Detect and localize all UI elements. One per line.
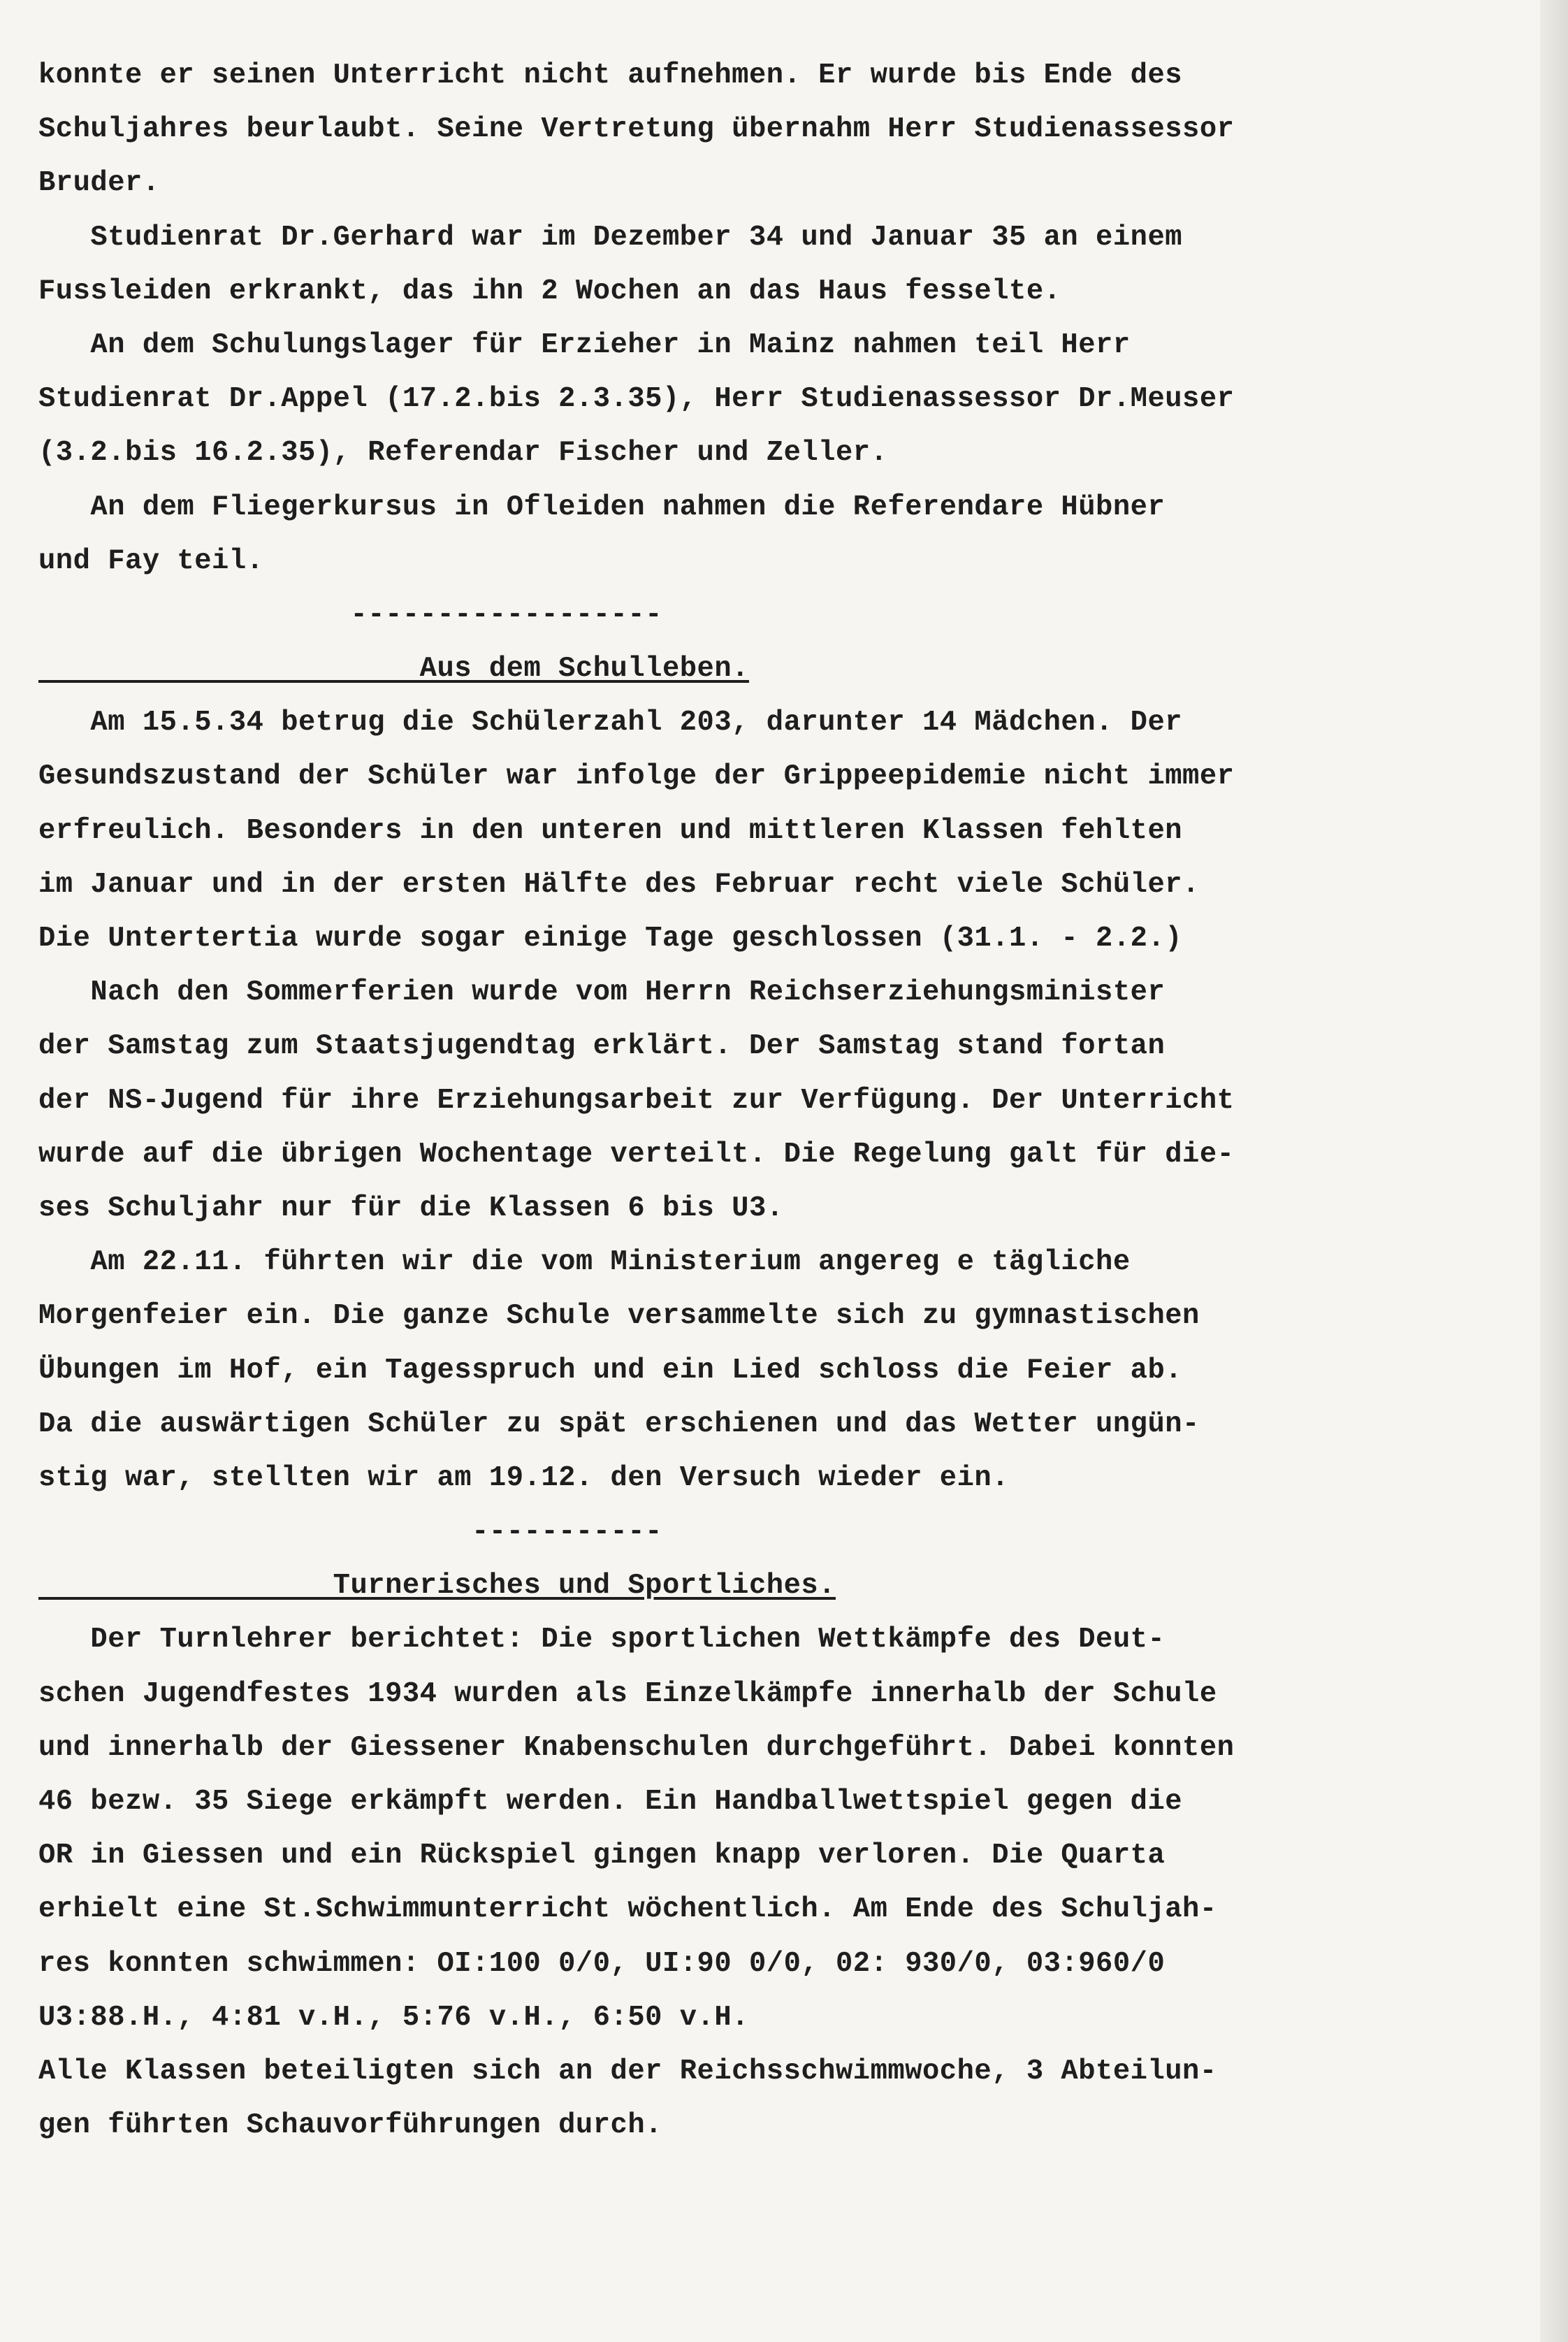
text-line: gen führten Schauvorführungen durch.	[38, 2109, 662, 2142]
text-line: OR in Giessen und ein Rückspiel gingen knapp verloren. Die Quarta	[38, 1839, 1166, 1872]
text-line: ses Schuljahr nur für die Klassen 6 bis U3.	[38, 1192, 784, 1224]
text-line: erfreulich. Besonders in den unteren und mittleren Klassen fehlten	[38, 814, 1183, 847]
text-line: stig war, stellten wir am 19.12. den Versuch wieder ein.	[38, 1461, 1010, 1494]
text-line: schen Jugendfestes 1934 wurden als Einzelkämpfe innerhalb der Schule	[38, 1677, 1217, 1710]
text-line: der Samstag zum Staatsjugendtag erklärt. Der Samstag stand fortan	[38, 1030, 1166, 1063]
text-line: res konnten schwimmen: OI:100 0/0, UI:90 0/0, 02: 930/0, 03:960/0	[38, 1947, 1166, 1980]
text-line: Schuljahres beurlaubt. Seine Vertretung übernahm Herr Studienassessor	[38, 113, 1235, 146]
text-line: Studienrat Dr.Gerhard war im Dezember 34 und Januar 35 an einem	[38, 221, 1183, 254]
text-line: Am 22.11. führten wir die vom Ministerium angereg e tägliche	[38, 1246, 1131, 1279]
text-line: konnte er seinen Unterricht nicht aufnehmen. Er wurde bis Ende des	[38, 59, 1183, 92]
section-divider: ------------------	[38, 598, 662, 631]
text-line: der NS-Jugend für ihre Erziehungsarbeit zur Verfügung. Der Unterricht	[38, 1084, 1235, 1117]
section-heading-schulleben: Aus dem Schulleben.	[38, 653, 749, 686]
text-line: erhielt eine St.Schwimmunterricht wöchentlich. Am Ende des Schuljah-	[38, 1893, 1217, 1926]
text-line: Am 15.5.34 betrug die Schülerzahl 203, darunter 14 Mädchen. Der	[38, 707, 1183, 739]
section-divider: -----------	[38, 1516, 662, 1549]
document-body	[38, 49, 1548, 2153]
text-line: Übungen im Hof, ein Tagesspruch und ein Lied schloss die Feier ab.	[38, 1354, 1183, 1387]
text-line: Fussleiden erkrankt, das ihn 2 Wochen an das Haus fesselte.	[38, 275, 1061, 308]
text-line: im Januar und in der ersten Hälfte des Februar recht viele Schüler.	[38, 868, 1200, 901]
text-line: Nach den Sommerferien wurde vom Herrn Reichserziehungsminister	[38, 976, 1166, 1009]
text-line: Studienrat Dr.Appel (17.2.bis 2.3.35), Herr Studienassessor Dr.Meuser	[38, 383, 1235, 416]
text-line: und Fay teil.	[38, 544, 264, 577]
text-line: Bruder.	[38, 167, 160, 200]
section-heading-sport: Turnerisches und Sportliches.	[38, 1570, 836, 1603]
text-line: 46 bezw. 35 Siege erkämpft werden. Ein Handballwettspiel gegen die	[38, 1786, 1183, 1818]
text-line: Gesundszustand der Schüler war infolge der Grippeepidemie nicht immer	[38, 760, 1235, 793]
text-line: Morgenfeier ein. Die ganze Schule versammelte sich zu gymnastischen	[38, 1300, 1200, 1333]
text-line: An dem Schulungslager für Erzieher in Mainz nahmen teil Herr	[38, 328, 1131, 361]
text-line: Der Turnlehrer berichtet: Die sportlichen Wettkämpfe des Deut-	[38, 1624, 1166, 1656]
text-line: und innerhalb der Giessener Knabenschulen durchgeführt. Dabei konnten	[38, 1731, 1235, 1764]
text-line: An dem Fliegerkursus in Ofleiden nahmen die Referendare Hübner	[38, 491, 1166, 523]
text-line: U3:88.H., 4:81 v.H., 5:76 v.H., 6:50 v.H.	[38, 2001, 749, 2034]
text-line: Alle Klassen beteiligten sich an der Reichsschwimmwoche, 3 Abteilun-	[38, 2055, 1217, 2088]
text-line: Die Untertertia wurde sogar einige Tage geschlossen (31.1. - 2.2.)	[38, 923, 1183, 955]
text-line: (3.2.bis 16.2.35), Referendar Fischer und Zeller.	[38, 437, 888, 470]
text-line: wurde auf die übrigen Wochentage verteilt. Die Regelung galt für die-	[38, 1138, 1235, 1171]
text-line: Da die auswärtigen Schüler zu spät erschienen und das Wetter ungün-	[38, 1408, 1200, 1440]
